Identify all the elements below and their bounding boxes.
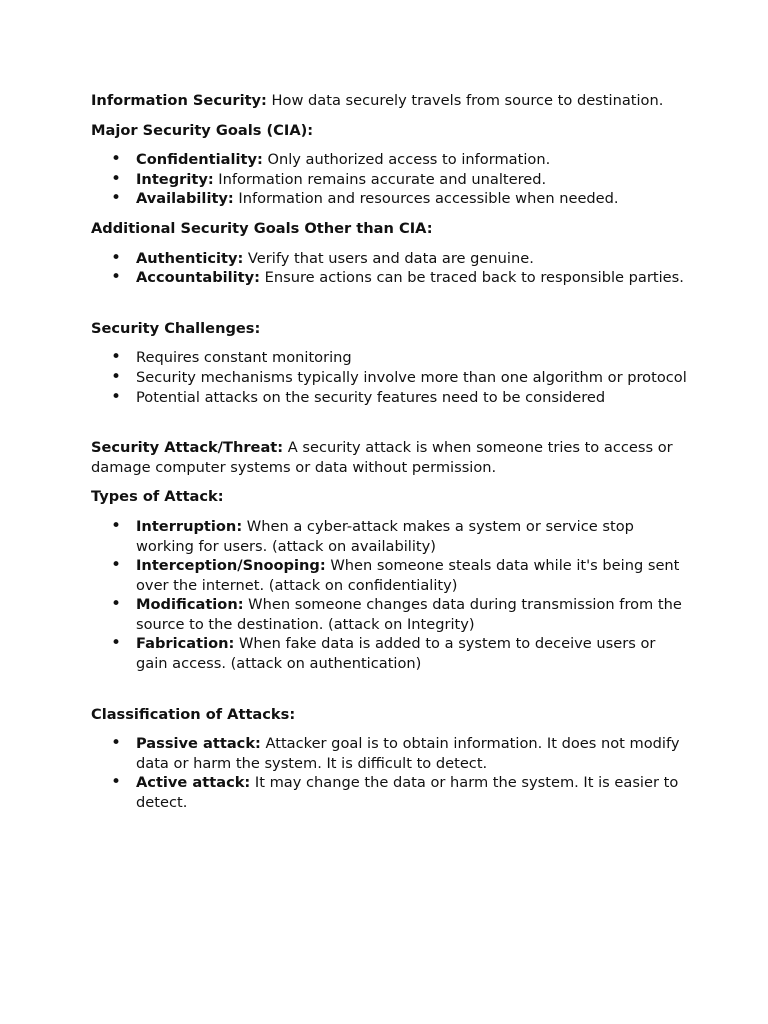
- list-item-text: When someone changes data during transmission from the source to the destination. (attack on Integrity): [136, 596, 682, 633]
- info-security-term: Information Security:: [91, 92, 267, 109]
- list-item-text: It may change the data or harm the system. It is easier to detect.: [136, 774, 679, 812]
- list-item-term: Confidentiality:: [136, 151, 263, 169]
- list-item: • Requires constant monitoring: [91, 348, 691, 368]
- attack-threat-term: Security Attack/Threat:: [91, 439, 284, 457]
- major-goals-heading: [91, 121, 691, 141]
- list-item-term: Modification:: [136, 596, 244, 614]
- list-item-text: Ensure actions can be traced back to responsible parties.: [260, 269, 684, 287]
- list-item: [91, 556, 691, 595]
- classification-list: [91, 734, 691, 812]
- list-item-text: Information and resources accessible when needed.: [233, 190, 619, 208]
- list-item-text: Verify that users and data are genuine.: [243, 249, 534, 267]
- list-item-term: Interruption:: [136, 517, 243, 535]
- list-item: [91, 170, 691, 190]
- list-item: [91, 249, 691, 269]
- types-of-attack-heading: [91, 487, 691, 507]
- additional-goals-list: [91, 249, 691, 288]
- info-security-paragraph: [91, 91, 691, 111]
- list-item: [91, 595, 691, 634]
- list-item-term: Authenticity:: [136, 249, 244, 267]
- additional-goals-heading-text: Additional Security Goals Other than CIA:: [91, 219, 433, 237]
- list-item: • Security mechanisms typically involve more than one algorithm or protocol: [91, 368, 691, 388]
- list-item: [91, 517, 691, 556]
- list-item: [91, 150, 691, 170]
- list-item-text: When someone steals data while it's being sent over the internet. (attack on confidentiality): [136, 557, 680, 594]
- list-item-term: Active attack:: [136, 774, 251, 792]
- challenges-heading: [91, 319, 691, 339]
- major-goals-list: [91, 150, 691, 209]
- classification-heading: [91, 705, 691, 725]
- list-item: [91, 773, 691, 812]
- list-item-text: Information remains accurate and unaltered.: [213, 170, 547, 188]
- additional-goals-heading: [91, 219, 691, 239]
- list-item-term: Interception/Snooping:: [136, 557, 326, 575]
- challenges-list: [91, 348, 691, 407]
- list-item: [91, 189, 691, 209]
- list-item-term: Accountability:: [136, 269, 261, 287]
- classification-heading-text: Classification of Attacks:: [91, 705, 296, 723]
- list-item: [91, 268, 691, 288]
- document-page: [91, 91, 691, 813]
- list-item-text: When fake data is added to a system to deceive users or gain access. (attack on authentication): [136, 635, 656, 673]
- list-item-term: Integrity:: [136, 170, 214, 188]
- list-item: [91, 734, 691, 773]
- list-item-text: Only authorized access to information.: [262, 151, 551, 169]
- major-goals-heading-text: Major Security Goals (CIA):: [91, 121, 314, 139]
- list-item: [91, 634, 691, 673]
- attack-threat-definition: A security attack is when someone tries to access or damage computer systems or data without permission.: [91, 439, 673, 476]
- info-security-definition: How data securely travels from source to destination.: [266, 92, 664, 109]
- challenges-heading-text: Security Challenges:: [91, 319, 261, 337]
- types-of-attack-list: [91, 517, 691, 674]
- list-item-text: Attacker goal is to obtain information. It does not modify data or harm the system. It is difficult to detect.: [136, 735, 680, 772]
- types-of-attack-heading-text: Types of Attack:: [91, 488, 224, 506]
- list-item-term: Passive attack:: [136, 735, 261, 753]
- attack-threat-paragraph: [91, 438, 691, 477]
- list-item-term: Availability:: [136, 190, 234, 208]
- list-item-text: When a cyber-attack makes a system or service stop working for users. (attack on availability): [136, 517, 634, 555]
- list-item-term: Fabrication:: [136, 635, 235, 653]
- list-item: • Potential attacks on the security features need to be considered: [91, 388, 691, 408]
